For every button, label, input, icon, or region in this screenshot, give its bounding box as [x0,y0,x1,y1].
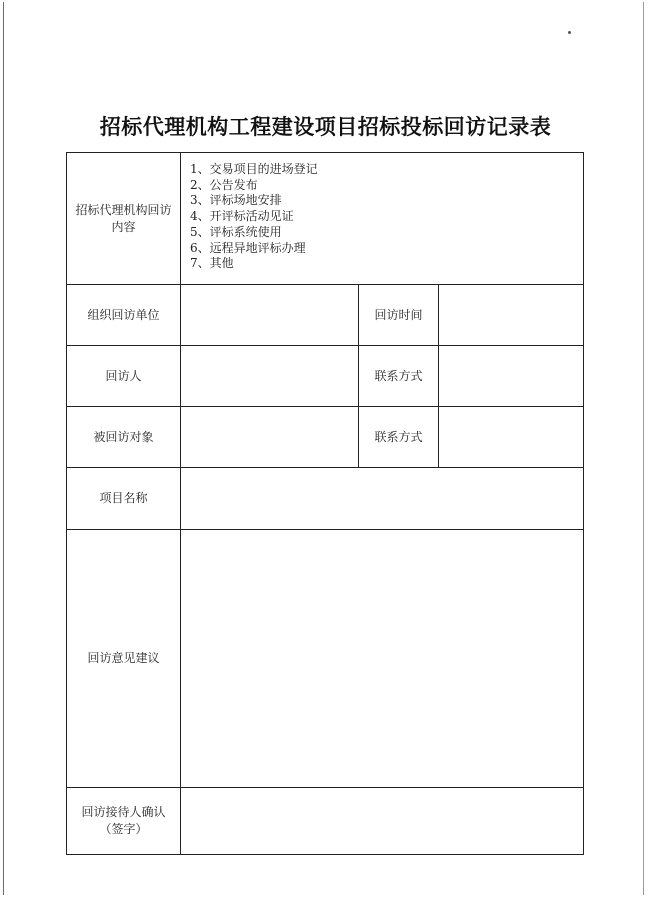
scan-speck [568,31,571,34]
visited-contact-label: 联系方式 [359,407,439,468]
visit-content-label: 招标代理机构回访内容 [67,153,181,285]
visited-party-row [67,407,584,468]
visit-content-item: 7、其他 [190,256,234,271]
visitor-contact-field[interactable] [439,346,584,407]
visit-content-item: 3、评标场地安排 [190,193,282,208]
project-name-row [67,468,584,530]
receiver-signature-field[interactable] [181,788,584,855]
visit-content-item: 4、开评标活动见证 [190,209,294,224]
visit-content-item: 2、公告发布 [190,177,258,192]
visitor-label: 回访人 [67,346,181,407]
organizer-unit-label: 组织回访单位 [67,285,181,346]
visit-time-field[interactable] [439,285,584,346]
opinions-row [67,530,584,788]
receiver-confirm-label-line1: 回访接待人确认 [81,805,166,819]
receiver-confirm-row [67,788,584,855]
visitor-contact-label: 联系方式 [359,346,439,407]
receiver-confirm-label-line2: （签字） [99,822,148,836]
visit-record-table [66,152,584,855]
visit-content-item: 1、交易项目的进场登记 [190,162,318,176]
form-title: 招标代理机构工程建设项目招标投标回访记录表 [99,114,552,139]
visit-content-cell [181,153,584,285]
visitor-row [67,346,584,407]
visit-content-list [181,153,583,272]
visitor-field[interactable] [181,346,359,407]
project-name-label: 项目名称 [67,468,181,530]
visit-content-item: 5、评标系统使用 [190,224,282,239]
visited-party-label: 被回访对象 [67,407,181,468]
visit-content-item: 6、远程异地评标办理 [190,240,306,255]
receiver-confirm-label [67,788,181,855]
visited-party-field[interactable] [181,407,359,468]
opinions-field[interactable] [181,530,584,788]
opinions-label: 回访意见建议 [67,530,181,788]
visit-content-row [67,153,584,285]
organizer-unit-field[interactable] [181,285,359,346]
organizer-row [67,285,584,346]
project-name-field[interactable] [181,468,584,530]
visited-contact-field[interactable] [439,407,584,468]
visit-time-label: 回访时间 [359,285,439,346]
